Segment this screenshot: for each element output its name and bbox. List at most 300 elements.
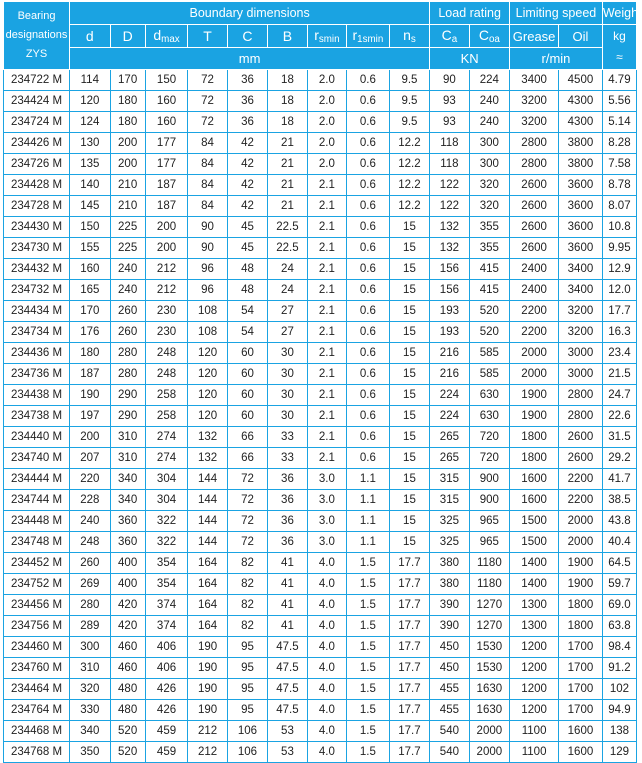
cell-ca: 455 bbox=[430, 700, 469, 721]
cell-T: 212 bbox=[188, 742, 227, 763]
col-header-B: B bbox=[268, 25, 307, 48]
cell-T: 72 bbox=[188, 70, 227, 91]
cell-speed-oil: 2000 bbox=[559, 532, 603, 553]
col-header-T: T bbox=[188, 25, 227, 48]
table-row bbox=[4, 574, 637, 595]
cell-D: 460 bbox=[110, 637, 145, 658]
cell-weight: 43.8 bbox=[602, 511, 636, 532]
cell-coa: 720 bbox=[469, 427, 509, 448]
cell-rsmin: 3.0 bbox=[307, 511, 346, 532]
cell-weight: 29.2 bbox=[602, 448, 636, 469]
cell-speed-oil: 3200 bbox=[559, 322, 603, 343]
cell-coa: 415 bbox=[469, 259, 509, 280]
cell-coa: 900 bbox=[469, 490, 509, 511]
cell-ca: 93 bbox=[430, 91, 469, 112]
cell-speed-oil: 1900 bbox=[559, 574, 603, 595]
cell-B: 30 bbox=[268, 364, 307, 385]
limiting-speed-header: Limiting speed bbox=[510, 2, 603, 25]
cell-r1smin: 0.6 bbox=[347, 406, 390, 427]
cell-rsmin: 4.0 bbox=[307, 679, 346, 700]
cell-C: 60 bbox=[227, 385, 267, 406]
cell-coa: 1270 bbox=[469, 616, 509, 637]
cell-r1smin: 1.1 bbox=[347, 490, 390, 511]
cell-speed-oil: 2800 bbox=[559, 406, 603, 427]
cell-d: 114 bbox=[70, 70, 110, 91]
cell-speed-grease: 1300 bbox=[510, 595, 559, 616]
cell-T: 164 bbox=[188, 616, 227, 637]
cell-weight: 23.4 bbox=[602, 343, 636, 364]
cell-dmax: 212 bbox=[145, 280, 188, 301]
cell-D: 210 bbox=[110, 196, 145, 217]
cell-speed-grease: 1400 bbox=[510, 553, 559, 574]
cell-d: 330 bbox=[70, 700, 110, 721]
cell-C: 42 bbox=[227, 196, 267, 217]
cell-rsmin: 2.0 bbox=[307, 70, 346, 91]
cell-ca: 325 bbox=[430, 532, 469, 553]
cell-ns: 15 bbox=[389, 301, 429, 322]
cell-coa: 900 bbox=[469, 469, 509, 490]
cell-ca: 156 bbox=[430, 280, 469, 301]
cell-speed-oil: 2600 bbox=[559, 427, 603, 448]
header-row-groups bbox=[4, 2, 637, 25]
cell-ca: 224 bbox=[430, 406, 469, 427]
cell-C: 42 bbox=[227, 133, 267, 154]
cell-coa: 320 bbox=[469, 175, 509, 196]
cell-r1smin: 1.1 bbox=[347, 511, 390, 532]
cell-d: 240 bbox=[70, 511, 110, 532]
cell-ca: 90 bbox=[430, 70, 469, 91]
cell-d: 228 bbox=[70, 490, 110, 511]
cell-C: 36 bbox=[227, 91, 267, 112]
cell-T: 84 bbox=[188, 175, 227, 196]
cell-ca: 193 bbox=[430, 301, 469, 322]
cell-speed-grease: 1400 bbox=[510, 574, 559, 595]
cell-d: 340 bbox=[70, 721, 110, 742]
cell-speed-oil: 3000 bbox=[559, 343, 603, 364]
cell-coa: 1530 bbox=[469, 658, 509, 679]
cell-designation: 234468 M bbox=[4, 721, 70, 742]
cell-B: 30 bbox=[268, 343, 307, 364]
cell-B: 41 bbox=[268, 574, 307, 595]
cell-speed-oil: 2000 bbox=[559, 511, 603, 532]
cell-D: 520 bbox=[110, 721, 145, 742]
cell-dmax: 160 bbox=[145, 91, 188, 112]
cell-r1smin: 0.6 bbox=[347, 427, 390, 448]
cell-rsmin: 4.0 bbox=[307, 742, 346, 763]
cell-T: 144 bbox=[188, 490, 227, 511]
col-header-Coa-main: C bbox=[478, 27, 489, 43]
cell-d: 145 bbox=[70, 196, 110, 217]
designation-header-line2: designations bbox=[5, 29, 68, 41]
cell-ns: 15 bbox=[389, 427, 429, 448]
cell-C: 106 bbox=[227, 721, 267, 742]
cell-dmax: 177 bbox=[145, 154, 188, 175]
cell-speed-oil: 1800 bbox=[559, 595, 603, 616]
cell-T: 144 bbox=[188, 532, 227, 553]
cell-rsmin: 3.0 bbox=[307, 490, 346, 511]
cell-speed-oil: 3600 bbox=[559, 217, 603, 238]
col-header-ns-sub: s bbox=[410, 34, 416, 45]
cell-coa: 1180 bbox=[469, 574, 509, 595]
cell-rsmin: 4.0 bbox=[307, 553, 346, 574]
col-header-Coa-sub: oa bbox=[488, 34, 500, 45]
cell-coa: 320 bbox=[469, 196, 509, 217]
boundary-dimensions-header: Boundary dimensions bbox=[70, 2, 430, 25]
cell-rsmin: 2.1 bbox=[307, 196, 346, 217]
cell-ns: 9.5 bbox=[389, 91, 429, 112]
cell-designation: 234738 M bbox=[4, 406, 70, 427]
col-header-dmax-main: d bbox=[153, 27, 162, 43]
cell-T: 144 bbox=[188, 469, 227, 490]
cell-dmax: 374 bbox=[145, 595, 188, 616]
cell-D: 240 bbox=[110, 280, 145, 301]
cell-coa: 720 bbox=[469, 448, 509, 469]
cell-speed-oil: 4300 bbox=[559, 91, 603, 112]
cell-speed-oil: 1900 bbox=[559, 553, 603, 574]
cell-T: 120 bbox=[188, 364, 227, 385]
header-row-units bbox=[4, 48, 637, 70]
cell-speed-grease: 1100 bbox=[510, 721, 559, 742]
cell-rsmin: 2.0 bbox=[307, 133, 346, 154]
cell-coa: 240 bbox=[469, 112, 509, 133]
col-header-dmax bbox=[145, 25, 188, 48]
cell-coa: 1630 bbox=[469, 700, 509, 721]
col-header-r1smin bbox=[347, 25, 390, 48]
cell-designation: 234436 M bbox=[4, 343, 70, 364]
cell-r1smin: 1.5 bbox=[347, 553, 390, 574]
cell-weight: 4.79 bbox=[602, 70, 636, 91]
cell-speed-oil: 3600 bbox=[559, 175, 603, 196]
cell-D: 180 bbox=[110, 91, 145, 112]
cell-speed-oil: 1600 bbox=[559, 742, 603, 763]
cell-weight: 91.2 bbox=[602, 658, 636, 679]
cell-B: 18 bbox=[268, 91, 307, 112]
cell-speed-grease: 2800 bbox=[510, 154, 559, 175]
cell-d: 269 bbox=[70, 574, 110, 595]
cell-d: 220 bbox=[70, 469, 110, 490]
table-row bbox=[4, 322, 637, 343]
cell-d: 187 bbox=[70, 364, 110, 385]
table-row bbox=[4, 427, 637, 448]
table-row bbox=[4, 742, 637, 763]
weight-header: Weight bbox=[602, 2, 636, 25]
col-header-grease: Grease bbox=[510, 25, 559, 48]
cell-coa: 355 bbox=[469, 217, 509, 238]
cell-weight: 31.5 bbox=[602, 427, 636, 448]
cell-C: 72 bbox=[227, 490, 267, 511]
cell-speed-grease: 1800 bbox=[510, 427, 559, 448]
cell-ns: 15 bbox=[389, 469, 429, 490]
cell-d: 248 bbox=[70, 532, 110, 553]
col-header-Ca-main: C bbox=[441, 27, 452, 43]
cell-T: 120 bbox=[188, 385, 227, 406]
cell-D: 340 bbox=[110, 490, 145, 511]
cell-T: 96 bbox=[188, 259, 227, 280]
cell-designation: 234730 M bbox=[4, 238, 70, 259]
cell-D: 210 bbox=[110, 175, 145, 196]
cell-d: 207 bbox=[70, 448, 110, 469]
cell-designation: 234430 M bbox=[4, 217, 70, 238]
cell-C: 45 bbox=[227, 238, 267, 259]
cell-speed-oil: 2200 bbox=[559, 469, 603, 490]
cell-speed-grease: 2600 bbox=[510, 238, 559, 259]
cell-B: 21 bbox=[268, 175, 307, 196]
cell-coa: 520 bbox=[469, 322, 509, 343]
cell-designation: 234756 M bbox=[4, 616, 70, 637]
cell-rsmin: 2.1 bbox=[307, 217, 346, 238]
cell-C: 82 bbox=[227, 574, 267, 595]
cell-rsmin: 4.0 bbox=[307, 595, 346, 616]
cell-rsmin: 3.0 bbox=[307, 532, 346, 553]
cell-B: 30 bbox=[268, 385, 307, 406]
cell-speed-grease: 1100 bbox=[510, 742, 559, 763]
table-row bbox=[4, 637, 637, 658]
cell-ca: 450 bbox=[430, 658, 469, 679]
cell-rsmin: 4.0 bbox=[307, 574, 346, 595]
cell-weight: 12.9 bbox=[602, 259, 636, 280]
cell-D: 400 bbox=[110, 553, 145, 574]
cell-designation: 234724 M bbox=[4, 112, 70, 133]
cell-d: 160 bbox=[70, 259, 110, 280]
cell-r1smin: 0.6 bbox=[347, 70, 390, 91]
cell-T: 144 bbox=[188, 511, 227, 532]
cell-coa: 300 bbox=[469, 154, 509, 175]
cell-designation: 234740 M bbox=[4, 448, 70, 469]
cell-B: 22.5 bbox=[268, 217, 307, 238]
cell-ca: 93 bbox=[430, 112, 469, 133]
cell-dmax: 258 bbox=[145, 385, 188, 406]
cell-d: 200 bbox=[70, 427, 110, 448]
cell-ns: 12.2 bbox=[389, 154, 429, 175]
cell-r1smin: 0.6 bbox=[347, 112, 390, 133]
cell-rsmin: 2.0 bbox=[307, 112, 346, 133]
table-row bbox=[4, 154, 637, 175]
cell-designation: 234424 M bbox=[4, 91, 70, 112]
cell-coa: 1180 bbox=[469, 553, 509, 574]
cell-D: 290 bbox=[110, 406, 145, 427]
cell-D: 480 bbox=[110, 700, 145, 721]
cell-B: 24 bbox=[268, 280, 307, 301]
cell-rsmin: 4.0 bbox=[307, 721, 346, 742]
cell-dmax: 354 bbox=[145, 553, 188, 574]
cell-speed-oil: 3600 bbox=[559, 196, 603, 217]
cell-B: 30 bbox=[268, 406, 307, 427]
cell-speed-grease: 2600 bbox=[510, 196, 559, 217]
cell-dmax: 304 bbox=[145, 469, 188, 490]
cell-C: 95 bbox=[227, 658, 267, 679]
cell-weight: 8.28 bbox=[602, 133, 636, 154]
table-row bbox=[4, 259, 637, 280]
cell-coa: 1530 bbox=[469, 637, 509, 658]
cell-weight: 22.6 bbox=[602, 406, 636, 427]
cell-designation: 234760 M bbox=[4, 658, 70, 679]
col-header-C: C bbox=[227, 25, 267, 48]
weight-unit-header bbox=[602, 25, 636, 70]
table-row bbox=[4, 511, 637, 532]
cell-speed-oil: 3800 bbox=[559, 154, 603, 175]
cell-ns: 15 bbox=[389, 364, 429, 385]
cell-r1smin: 1.5 bbox=[347, 721, 390, 742]
cell-C: 48 bbox=[227, 259, 267, 280]
cell-rsmin: 2.1 bbox=[307, 238, 346, 259]
cell-ns: 9.5 bbox=[389, 112, 429, 133]
cell-coa: 1630 bbox=[469, 679, 509, 700]
cell-D: 310 bbox=[110, 427, 145, 448]
cell-T: 164 bbox=[188, 595, 227, 616]
cell-D: 260 bbox=[110, 301, 145, 322]
cell-ca: 132 bbox=[430, 238, 469, 259]
cell-rsmin: 2.0 bbox=[307, 154, 346, 175]
cell-speed-grease: 2000 bbox=[510, 364, 559, 385]
cell-ca: 156 bbox=[430, 259, 469, 280]
cell-T: 120 bbox=[188, 343, 227, 364]
cell-ns: 15 bbox=[389, 280, 429, 301]
cell-coa: 355 bbox=[469, 238, 509, 259]
cell-dmax: 274 bbox=[145, 427, 188, 448]
cell-r1smin: 0.6 bbox=[347, 322, 390, 343]
cell-speed-grease: 2600 bbox=[510, 217, 559, 238]
cell-r1smin: 1.1 bbox=[347, 532, 390, 553]
table-row bbox=[4, 112, 637, 133]
cell-ca: 224 bbox=[430, 385, 469, 406]
cell-ca: 122 bbox=[430, 175, 469, 196]
cell-T: 164 bbox=[188, 553, 227, 574]
cell-r1smin: 0.6 bbox=[347, 238, 390, 259]
cell-d: 320 bbox=[70, 679, 110, 700]
cell-D: 310 bbox=[110, 448, 145, 469]
cell-r1smin: 0.6 bbox=[347, 448, 390, 469]
cell-dmax: 459 bbox=[145, 721, 188, 742]
cell-speed-grease: 1200 bbox=[510, 679, 559, 700]
cell-speed-grease: 1200 bbox=[510, 637, 559, 658]
cell-C: 60 bbox=[227, 406, 267, 427]
cell-speed-oil: 1700 bbox=[559, 700, 603, 721]
cell-coa: 585 bbox=[469, 343, 509, 364]
cell-weight: 12.0 bbox=[602, 280, 636, 301]
cell-speed-oil: 1700 bbox=[559, 679, 603, 700]
cell-weight: 129 bbox=[602, 742, 636, 763]
cell-r1smin: 1.5 bbox=[347, 742, 390, 763]
cell-T: 212 bbox=[188, 721, 227, 742]
cell-speed-grease: 1500 bbox=[510, 532, 559, 553]
cell-D: 480 bbox=[110, 679, 145, 700]
cell-B: 47.5 bbox=[268, 637, 307, 658]
cell-speed-oil: 1600 bbox=[559, 721, 603, 742]
cell-rsmin: 2.1 bbox=[307, 301, 346, 322]
table-row bbox=[4, 490, 637, 511]
cell-ca: 118 bbox=[430, 133, 469, 154]
cell-d: 165 bbox=[70, 280, 110, 301]
cell-designation: 234432 M bbox=[4, 259, 70, 280]
cell-speed-grease: 1300 bbox=[510, 616, 559, 637]
unit-mm: mm bbox=[70, 48, 430, 70]
cell-d: 120 bbox=[70, 91, 110, 112]
cell-dmax: 200 bbox=[145, 217, 188, 238]
cell-T: 132 bbox=[188, 427, 227, 448]
cell-d: 176 bbox=[70, 322, 110, 343]
cell-T: 108 bbox=[188, 322, 227, 343]
cell-speed-grease: 1800 bbox=[510, 448, 559, 469]
table-row bbox=[4, 70, 637, 91]
col-header-r1smin-main: r bbox=[352, 27, 358, 43]
cell-T: 190 bbox=[188, 700, 227, 721]
cell-designation: 234456 M bbox=[4, 595, 70, 616]
cell-r1smin: 1.5 bbox=[347, 574, 390, 595]
table-row bbox=[4, 595, 637, 616]
cell-d: 190 bbox=[70, 385, 110, 406]
cell-designation: 234464 M bbox=[4, 679, 70, 700]
table-row bbox=[4, 700, 637, 721]
cell-T: 72 bbox=[188, 112, 227, 133]
cell-dmax: 248 bbox=[145, 343, 188, 364]
cell-coa: 415 bbox=[469, 280, 509, 301]
cell-ns: 17.7 bbox=[389, 637, 429, 658]
cell-r1smin: 0.6 bbox=[347, 280, 390, 301]
cell-rsmin: 2.1 bbox=[307, 427, 346, 448]
cell-ca: 315 bbox=[430, 490, 469, 511]
cell-speed-grease: 2200 bbox=[510, 322, 559, 343]
col-header-oil: Oil bbox=[559, 25, 603, 48]
cell-weight: 16.3 bbox=[602, 322, 636, 343]
col-header-D: D bbox=[110, 25, 145, 48]
table-row bbox=[4, 385, 637, 406]
cell-coa: 1270 bbox=[469, 595, 509, 616]
cell-rsmin: 2.1 bbox=[307, 280, 346, 301]
cell-B: 18 bbox=[268, 112, 307, 133]
cell-rsmin: 3.0 bbox=[307, 469, 346, 490]
cell-coa: 300 bbox=[469, 133, 509, 154]
cell-ca: 315 bbox=[430, 469, 469, 490]
cell-rsmin: 2.1 bbox=[307, 406, 346, 427]
cell-weight: 138 bbox=[602, 721, 636, 742]
cell-speed-oil: 4300 bbox=[559, 112, 603, 133]
cell-designation: 234728 M bbox=[4, 196, 70, 217]
cell-dmax: 426 bbox=[145, 679, 188, 700]
cell-d: 140 bbox=[70, 175, 110, 196]
cell-D: 225 bbox=[110, 238, 145, 259]
cell-D: 420 bbox=[110, 595, 145, 616]
cell-coa: 630 bbox=[469, 406, 509, 427]
table-row bbox=[4, 196, 637, 217]
cell-C: 82 bbox=[227, 595, 267, 616]
cell-C: 36 bbox=[227, 112, 267, 133]
cell-ns: 17.7 bbox=[389, 700, 429, 721]
table-row bbox=[4, 217, 637, 238]
cell-ca: 540 bbox=[430, 742, 469, 763]
cell-ca: 390 bbox=[430, 616, 469, 637]
cell-weight: 5.14 bbox=[602, 112, 636, 133]
cell-r1smin: 1.1 bbox=[347, 469, 390, 490]
cell-D: 290 bbox=[110, 385, 145, 406]
cell-designation: 234748 M bbox=[4, 532, 70, 553]
cell-B: 41 bbox=[268, 616, 307, 637]
cell-C: 95 bbox=[227, 679, 267, 700]
cell-d: 280 bbox=[70, 595, 110, 616]
cell-weight: 98.4 bbox=[602, 637, 636, 658]
cell-C: 54 bbox=[227, 322, 267, 343]
cell-speed-oil: 3400 bbox=[559, 280, 603, 301]
cell-r1smin: 1.5 bbox=[347, 700, 390, 721]
cell-weight: 9.95 bbox=[602, 238, 636, 259]
bearing-table-body bbox=[4, 70, 637, 763]
cell-ns: 15 bbox=[389, 511, 429, 532]
cell-coa: 2000 bbox=[469, 721, 509, 742]
cell-designation: 234428 M bbox=[4, 175, 70, 196]
cell-B: 36 bbox=[268, 469, 307, 490]
cell-speed-grease: 2400 bbox=[510, 259, 559, 280]
weight-unit-kg: kg bbox=[613, 29, 626, 43]
designation-header-line3: ZYS bbox=[25, 48, 48, 60]
